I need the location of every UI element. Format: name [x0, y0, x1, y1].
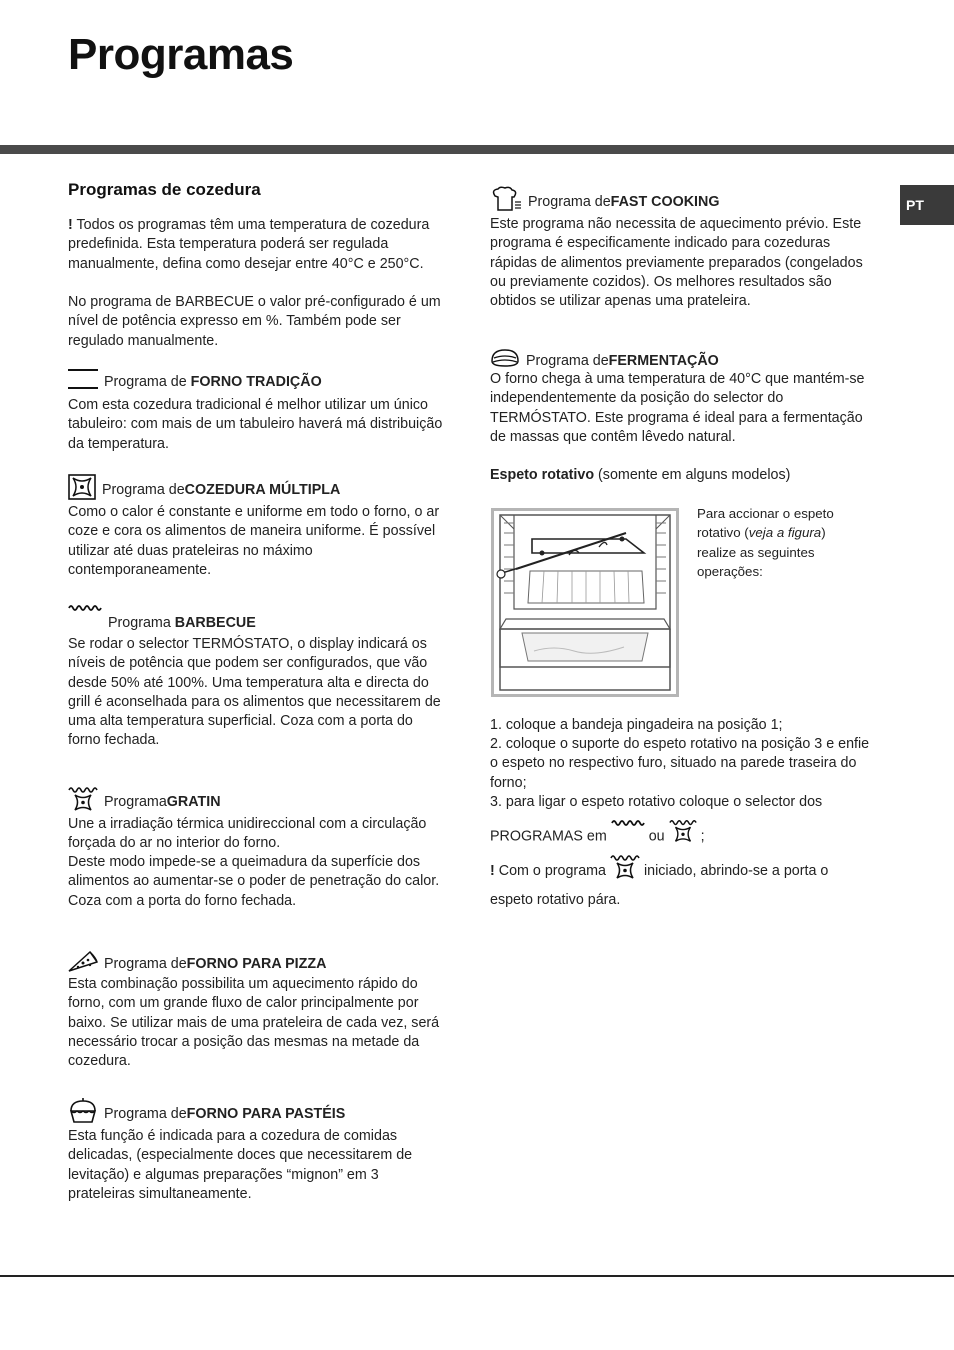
- program-description: Esta função é indicada para a cozedura de comidas delicadas, (especialmente doces que necessitarem de levitação) e algumas preparações “mignon” em 3 prateleiras simultaneamente.: [68, 1128, 413, 1202]
- caption-emphasis: veja a figura: [748, 525, 822, 541]
- warning-note: [490, 854, 870, 912]
- warning-text-2: iniciado, abrindo-se a porta o espeto rotativo pára.: [490, 862, 829, 908]
- figure-caption: [697, 504, 867, 581]
- program-name: GRATIN: [166, 793, 221, 810]
- barbecue-icon: [611, 818, 645, 855]
- program-name: FORNO PARA PASTÉIS: [186, 1105, 346, 1122]
- step-3-continued: [490, 818, 870, 855]
- program-name: COZEDURA MÚLTIPLA: [184, 481, 341, 498]
- program-heading-pastry: [68, 1098, 446, 1130]
- program-heading-multi: [68, 474, 446, 506]
- spit-note: (somente em alguns modelos): [594, 467, 791, 483]
- program-name: FAST COOKING: [610, 193, 720, 210]
- program-description: Une a irradiação térmica unidireccional com a circulação forçada do ar no interior do forno.: [68, 816, 427, 852]
- note-mark: !: [68, 217, 73, 233]
- program-prefix: Programa de: [104, 1105, 187, 1122]
- intro-paragraph: [68, 216, 446, 274]
- program-prefix: Programa de: [104, 955, 187, 972]
- program-description: O forno chega à uma temperatura de 40°C que mantém-se independentemente da posição do selector do TERMÓSTATO. Este programa é ideal para a fermentação de massas que contêm lêvedo natural.: [490, 371, 865, 445]
- pastry-icon: [68, 1098, 98, 1130]
- spit-heading: [490, 466, 870, 485]
- intro-paragraph-2: No programa de BARBECUE o valor pré-configurado é um nível de potência expresso em %. Também pode ser regulado manualmente.: [68, 294, 441, 349]
- program-heading-gratin: [68, 786, 446, 818]
- program-name: FERMENTAÇÃO: [608, 352, 719, 369]
- section-heading: Programas de cozedura: [68, 180, 261, 199]
- program-prefix: Programa: [108, 615, 175, 631]
- program-heading-traditional: [68, 368, 446, 396]
- program-description: Como o calor é constante e uniforme em todo o forno, o ar coze e cora os alimentos de maneira uniforme. É possível utilizar até duas prateleiras no máximo contemporaneamente.: [68, 504, 440, 578]
- program-description: Esta combinação possibilita um aquecimento rápido do forno, com um grande fluxo de calor principalmente por baixo. Se utilizar mais de uma prateleira de cada vez, será necessário trocar a posição das mesmas na metade da cozedura.: [68, 976, 440, 1070]
- page-title: Programas: [68, 30, 294, 79]
- program-prefix: Programa de: [528, 193, 611, 210]
- program-description: Se rodar o selector TERMÓSTATO, o display indicará os níveis de potência que podem ser configurados, que vão desde 50% até 100%. Uma temperatura alta e directa do grill é aconselhada para os alimentos que necessitarem de uma alta temperatura superficial. Coza com a porta do forno fechada.: [68, 636, 441, 749]
- step-3: 3. para ligar o espeto rotativo coloque o selector dos: [490, 794, 823, 810]
- program-prefix: Programa de: [526, 352, 609, 369]
- program-heading-pizza: [68, 950, 446, 978]
- program-prefix: Programa: [104, 793, 167, 810]
- traditional-oven-icon: [68, 368, 98, 396]
- warning-text: Com o programa: [494, 862, 610, 879]
- rotisserie-figure: [491, 508, 679, 697]
- program-prefix: Programa de: [104, 373, 187, 390]
- language-tab: PT: [900, 185, 954, 225]
- header-bar: [0, 145, 954, 154]
- program-name: BARBECUE: [174, 615, 256, 631]
- program-description: Este programa não necessita de aquecimento prévio. Este programa é especificamente indicado para cozeduras rápidas de alimentos previamente preparados (congelados ou previamente cozidos). Os melhores resultados são obtidos se utilizar apenas uma prateleira.: [490, 216, 863, 310]
- program-name: FORNO PARA PIZZA: [186, 955, 327, 972]
- pizza-icon: [68, 950, 98, 978]
- note-mark: !: [490, 862, 495, 879]
- step-text-or: ou: [648, 828, 669, 845]
- program-prefix: Programa de: [102, 481, 185, 498]
- gratin-icon: [68, 786, 98, 818]
- spit-name: Espeto rotativo: [490, 467, 595, 483]
- program-heading-barbecue: [68, 600, 446, 633]
- step-2: 2. coloque o suporte do espeto rotativo na posição 3 e enfie o espeto no respectivo furo, situado na parede traseira do forno;: [490, 736, 870, 791]
- barbecue-icon: [68, 600, 102, 619]
- program-name: FORNO TRADIÇÃO: [190, 373, 322, 390]
- caption-text: Para accionar o espeto rotativo (: [697, 506, 834, 541]
- gratin-icon: [610, 854, 640, 888]
- program-heading-fast-cooking: [490, 186, 870, 218]
- footer-rule: [0, 1275, 954, 1277]
- gratin-icon: [669, 818, 697, 855]
- step-text-end: ;: [700, 828, 705, 845]
- program-description: Com esta cozedura tradicional é melhor utilizar um único tabuleiro: com mais de um tabuleiro haverá má distribuição da temperatura.: [68, 397, 443, 452]
- step-text: PROGRAMAS em: [490, 828, 611, 845]
- program-description-2: Deste modo impede-se a queimadura da superfície dos alimentos ao aumentar-se o poder de penetração do calor. Coza com a porta do forno fechada.: [68, 854, 440, 909]
- step-1: 1. coloque a bandeja pingadeira na posição 1;: [490, 717, 783, 733]
- caption-text-2: ) realize as seguintes operações:: [697, 525, 826, 579]
- multi-cooking-icon: [68, 474, 96, 506]
- fast-cooking-icon: [490, 186, 522, 218]
- intro-text: Todos os programas têm uma temperatura de cozedura predefinida. Esta temperatura poderá ser regulada manualmente, defina como desejar entre 40°C e 250°C.: [68, 217, 430, 272]
